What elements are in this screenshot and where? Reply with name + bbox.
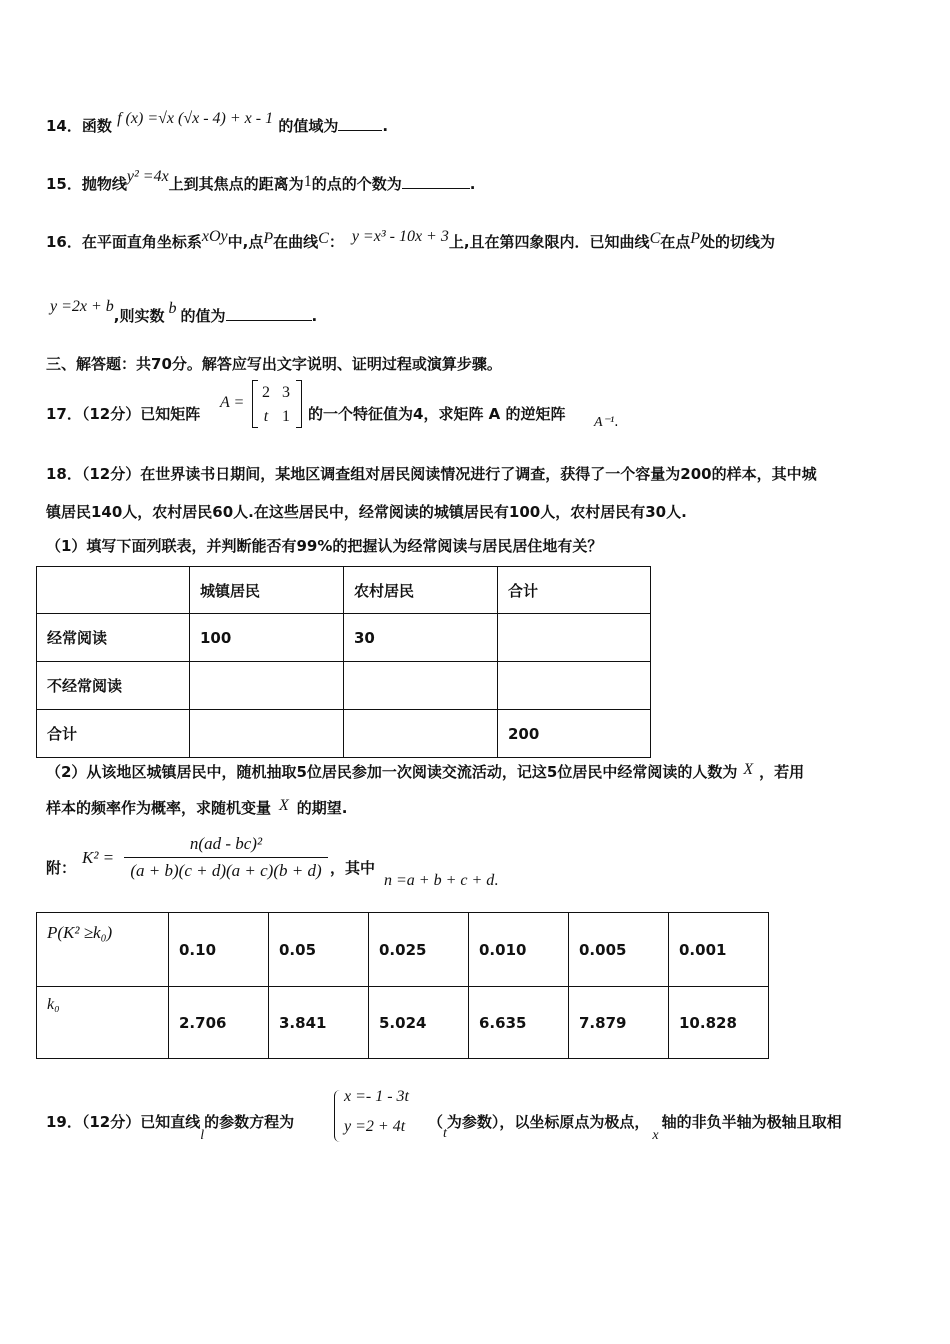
contingency-table xyxy=(36,566,651,758)
table-cell: 30 xyxy=(344,614,498,662)
q17-question-text: 的一个特征值为4，求矩阵 A 的逆矩阵 xyxy=(308,405,566,423)
q16-text4: 在点 xyxy=(660,233,691,251)
table-cell: 农村居民 xyxy=(344,567,498,614)
q16-point-p: P xyxy=(263,230,274,247)
question-16-line1 xyxy=(46,228,776,253)
question-16-line2 xyxy=(50,298,318,327)
table-cell: 不经常阅读 xyxy=(37,662,190,710)
k2-fraction xyxy=(124,834,328,881)
q16-text3: 上,且在第四象限内．已知曲线 xyxy=(448,233,650,251)
q15-equation: y² =4x xyxy=(126,168,169,185)
table-cell: 3.841 xyxy=(269,987,369,1059)
q18-line1: 18．（12分）在世界读书日期间，某地区调查组对居民阅读情况进行了调查，获得了一个容量为200的样本，其中城 xyxy=(46,465,817,483)
q16-curve-c2: C xyxy=(649,230,661,247)
q16-tangent-line: y =2x + b xyxy=(50,298,114,315)
k2-denominator: (a + b)(c + d)(a + c)(b + d) xyxy=(130,861,322,880)
q14-end: . xyxy=(382,117,389,135)
q14-number: 14．函数 xyxy=(46,117,112,135)
q16-text5: 处的切线为 xyxy=(700,233,776,251)
q16-variable-b: b xyxy=(168,300,177,317)
q19-text3: 为参数），以坐标原点为极点， xyxy=(446,1113,650,1131)
table-cell: 0.001 xyxy=(669,913,769,987)
q16-end: . xyxy=(311,307,318,325)
q16-point-p2: P xyxy=(690,230,701,247)
table-cell: 0.025 xyxy=(369,913,469,987)
q14-answer-blank[interactable] xyxy=(338,116,382,131)
table-row xyxy=(37,987,769,1059)
matrix-cell: 3 xyxy=(282,384,290,401)
table-cell: 合计 xyxy=(37,710,190,758)
q15-end: . xyxy=(469,175,476,193)
n-definition xyxy=(384,870,498,890)
critical-value-table xyxy=(36,912,769,1059)
question-19 xyxy=(46,1112,295,1143)
table-cell: 0.010 xyxy=(469,913,569,987)
table-row xyxy=(37,614,651,662)
table-cell: 经常阅读 xyxy=(37,614,190,662)
q19-text1: 的参数方程为 xyxy=(204,1113,295,1131)
table-cell xyxy=(344,662,498,710)
k2-numerator: n(ad - bc)² xyxy=(189,834,263,853)
n-end: . xyxy=(494,872,499,889)
q18-part2-text3: 的期望. xyxy=(296,799,348,817)
table-cell: 100 xyxy=(190,614,344,662)
n-formula: n =a + b + c + d xyxy=(384,872,495,889)
section-3-heading: 三、解答题：共70分。解答应写出文字说明、证明过程或演算步骤。 xyxy=(46,355,502,373)
q16-curve-equation: y =x³ - 10x + 3 xyxy=(351,228,449,245)
appendix-label: 附： xyxy=(46,859,77,877)
q16-coordinate-system: xOy xyxy=(201,228,228,245)
q18-part2-text2: 样本的频率作为概率，求随机变量 xyxy=(46,799,272,817)
q19-text4: 轴的非负半轴为极轴且取相 xyxy=(661,1113,842,1131)
matrix-cell: 2 xyxy=(262,384,270,401)
k0-label: k₀ xyxy=(47,996,60,1013)
q16-answer-blank[interactable] xyxy=(226,306,312,321)
table-row xyxy=(37,662,651,710)
q17-inverse-symbol: A⁻¹ xyxy=(594,415,615,430)
where-text: ，其中 xyxy=(330,859,376,877)
q16-text6: ,则实数 xyxy=(113,307,165,325)
q18-part1: （1）填写下面列联表，并判断能否有99%的把握认为经常阅读与居民居住地有关？ xyxy=(46,537,603,555)
p-label: P(K² ≥k₀) xyxy=(47,923,113,942)
q19-param-t: t xyxy=(443,1126,447,1141)
q19-axis-x: x xyxy=(652,1128,659,1143)
q19-text2: （ xyxy=(428,1113,444,1131)
q15-answer-blank[interactable] xyxy=(402,174,470,189)
matrix-cell: 1 xyxy=(282,408,290,425)
q15-distance: 1 xyxy=(303,173,312,190)
q17-number: 17．（12分）已知矩阵 xyxy=(46,405,201,423)
table-cell: 200 xyxy=(498,710,651,758)
q16-curve-c: C xyxy=(318,230,329,247)
q16-number: 16．在平面直角坐标系 xyxy=(46,233,202,251)
table-cell xyxy=(498,662,651,710)
q15-mid1: 上到其焦点的距离为 xyxy=(168,175,304,193)
table-cell: 0.05 xyxy=(269,913,369,987)
q15-mid2: 的点的个数为 xyxy=(311,175,402,193)
table-cell: 10.828 xyxy=(669,987,769,1059)
q16-text7: 的值为 xyxy=(180,307,226,325)
table-cell xyxy=(344,710,498,758)
table-cell xyxy=(37,913,169,987)
table-cell xyxy=(498,614,651,662)
q18-variable-x2: X xyxy=(279,797,289,814)
table-cell: 6.635 xyxy=(469,987,569,1059)
q19-eq2: y =2 + 4t xyxy=(344,1118,406,1135)
q19-rest xyxy=(428,1112,842,1143)
q18-part2-text: （2）从该地区城镇居民中，随机抽取5位居民参加一次阅读交流活动，记这5位居民中经常阅读的人数为 xyxy=(46,763,738,781)
k2-symbol: K² = xyxy=(82,848,115,867)
q18-variable-x: X xyxy=(743,761,754,778)
fraction-bar xyxy=(124,857,328,858)
q17-inverse xyxy=(594,414,619,431)
table-cell: 0.10 xyxy=(169,913,269,987)
table-cell: 5.024 xyxy=(369,987,469,1059)
q14-suffix: 的值域为 xyxy=(278,117,339,135)
table-cell xyxy=(37,567,190,614)
matrix-cell: t xyxy=(263,408,269,425)
q16-colon: ： xyxy=(328,233,344,251)
table-cell: 0.005 xyxy=(569,913,669,987)
q19-number: 19．（12分）已知直线 xyxy=(46,1113,201,1131)
q17-text xyxy=(308,404,566,424)
q15-number: 15．抛物线 xyxy=(46,175,127,193)
q16-text1: 中,点 xyxy=(227,233,264,251)
table-row xyxy=(37,567,651,614)
table-row xyxy=(37,710,651,758)
table-cell xyxy=(37,987,169,1059)
q18-part2-line1 xyxy=(46,762,804,783)
question-14 xyxy=(46,110,389,137)
q17-end: . xyxy=(614,414,619,430)
q14-function: f (x) =√x (√x - 4) + x - 1 xyxy=(117,110,274,127)
question-17 xyxy=(46,404,200,424)
q17-matrix-lhs: A = xyxy=(220,394,245,411)
q16-text2: 在曲线 xyxy=(273,233,319,251)
table-cell xyxy=(190,710,344,758)
q19-line-l: l xyxy=(200,1128,205,1143)
table-cell: 合计 xyxy=(498,567,651,614)
question-15 xyxy=(46,168,476,195)
table-cell xyxy=(190,662,344,710)
table-cell: 城镇居民 xyxy=(190,567,344,614)
brace-icon xyxy=(334,1090,341,1142)
q18-line2: 镇居民140人，农村居民60人.在这些居民中，经常阅读的城镇居民有100人，农村居民有30人. xyxy=(46,503,687,521)
q17-matrix xyxy=(252,380,302,428)
table-row xyxy=(37,913,769,987)
q18-part2-tail: ，若用 xyxy=(759,763,805,781)
q19-eq1: x =- 1 - 3t xyxy=(344,1088,409,1105)
q18-part2-line2 xyxy=(46,798,348,819)
table-cell: 2.706 xyxy=(169,987,269,1059)
table-cell: 7.879 xyxy=(569,987,669,1059)
